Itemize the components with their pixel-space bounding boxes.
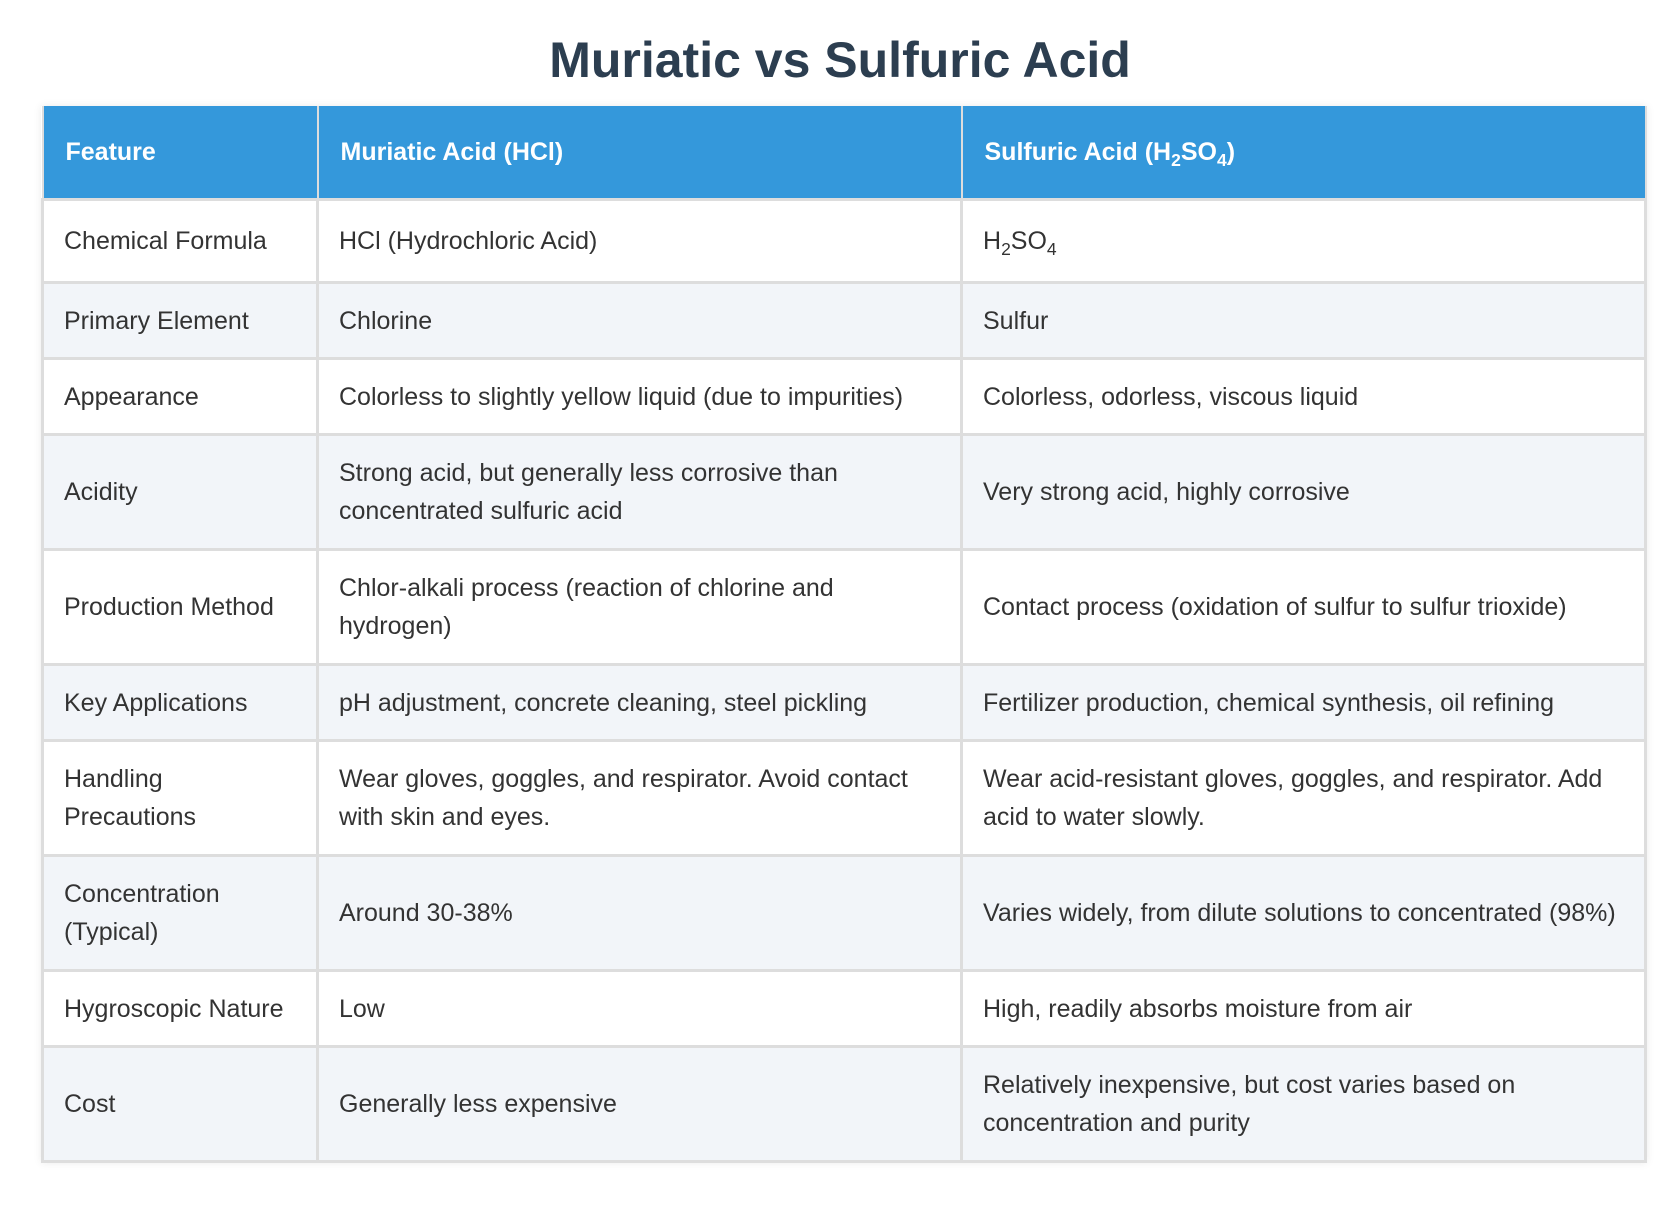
muriatic-cell: pH adjustment, concrete cleaning, steel pickling [318, 665, 962, 741]
sulfuric-cell: Colorless, odorless, viscous liquid [962, 359, 1646, 435]
feature-cell: Handling Precautions [43, 741, 318, 856]
feature-cell: Cost [43, 1047, 318, 1162]
table-row [43, 971, 1646, 1047]
feature-cell: Acidity [43, 435, 318, 550]
sulfuric-cell: Wear acid-resistant gloves, goggles, and respirator. Add acid to water slowly. [962, 741, 1646, 856]
feature-cell: Chemical Formula [43, 200, 318, 283]
sulfuric-cell: High, readily absorbs moisture from air [962, 971, 1646, 1047]
sulfuric-cell: Relatively inexpensive, but cost varies based on concentration and purity [962, 1047, 1646, 1162]
feature-cell: Appearance [43, 359, 318, 435]
feature-cell: Hygroscopic Nature [43, 971, 318, 1047]
sulfuric-cell: Contact process (oxidation of sulfur to sulfur trioxide) [962, 550, 1646, 665]
sulfuric-cell: Sulfur [962, 283, 1646, 359]
muriatic-cell: Low [318, 971, 962, 1047]
header-muriatic: Muriatic Acid (HCl) [318, 106, 962, 200]
feature-cell: Concentration (Typical) [43, 856, 318, 971]
muriatic-cell: Strong acid, but generally less corrosive than concentrated sulfuric acid [318, 435, 962, 550]
muriatic-cell: Around 30-38% [318, 856, 962, 971]
sulfuric-cell: Varies widely, from dilute solutions to concentrated (98%) [962, 856, 1646, 971]
muriatic-cell: HCl (Hydrochloric Acid) [318, 200, 962, 283]
sulfuric-cell: Fertilizer production, chemical synthesis, oil refining [962, 665, 1646, 741]
muriatic-cell: Colorless to slightly yellow liquid (due to impurities) [318, 359, 962, 435]
table-row [43, 1047, 1646, 1162]
feature-cell: Primary Element [43, 283, 318, 359]
table-row [43, 741, 1646, 856]
table-row [43, 435, 1646, 550]
table-row [43, 283, 1646, 359]
header-row [43, 106, 1646, 200]
table-row [43, 550, 1646, 665]
header-sulfuric: Sulfuric Acid $(H_2SO_4)$ [962, 106, 1646, 200]
muriatic-cell: Wear gloves, goggles, and respirator. Avoid contact with skin and eyes. [318, 741, 962, 856]
comparison-table [41, 106, 1647, 1163]
header-feature: Feature [43, 106, 318, 200]
table-row [43, 359, 1646, 435]
page-title: Muriatic vs Sulfuric Acid [549, 32, 1131, 88]
sulfuric-cell: $H_2SO_4$ [962, 200, 1646, 283]
table-row [43, 200, 1646, 283]
sulfuric-cell: Very strong acid, highly corrosive [962, 435, 1646, 550]
table-row [43, 665, 1646, 741]
comparison-table-container [41, 106, 1644, 1163]
feature-cell: Production Method [43, 550, 318, 665]
table-row [43, 856, 1646, 971]
muriatic-cell: Generally less expensive [318, 1047, 962, 1162]
feature-cell: Key Applications [43, 665, 318, 741]
muriatic-cell: Chlor-alkali process (reaction of chlorine and hydrogen) [318, 550, 962, 665]
muriatic-cell: Chlorine [318, 283, 962, 359]
